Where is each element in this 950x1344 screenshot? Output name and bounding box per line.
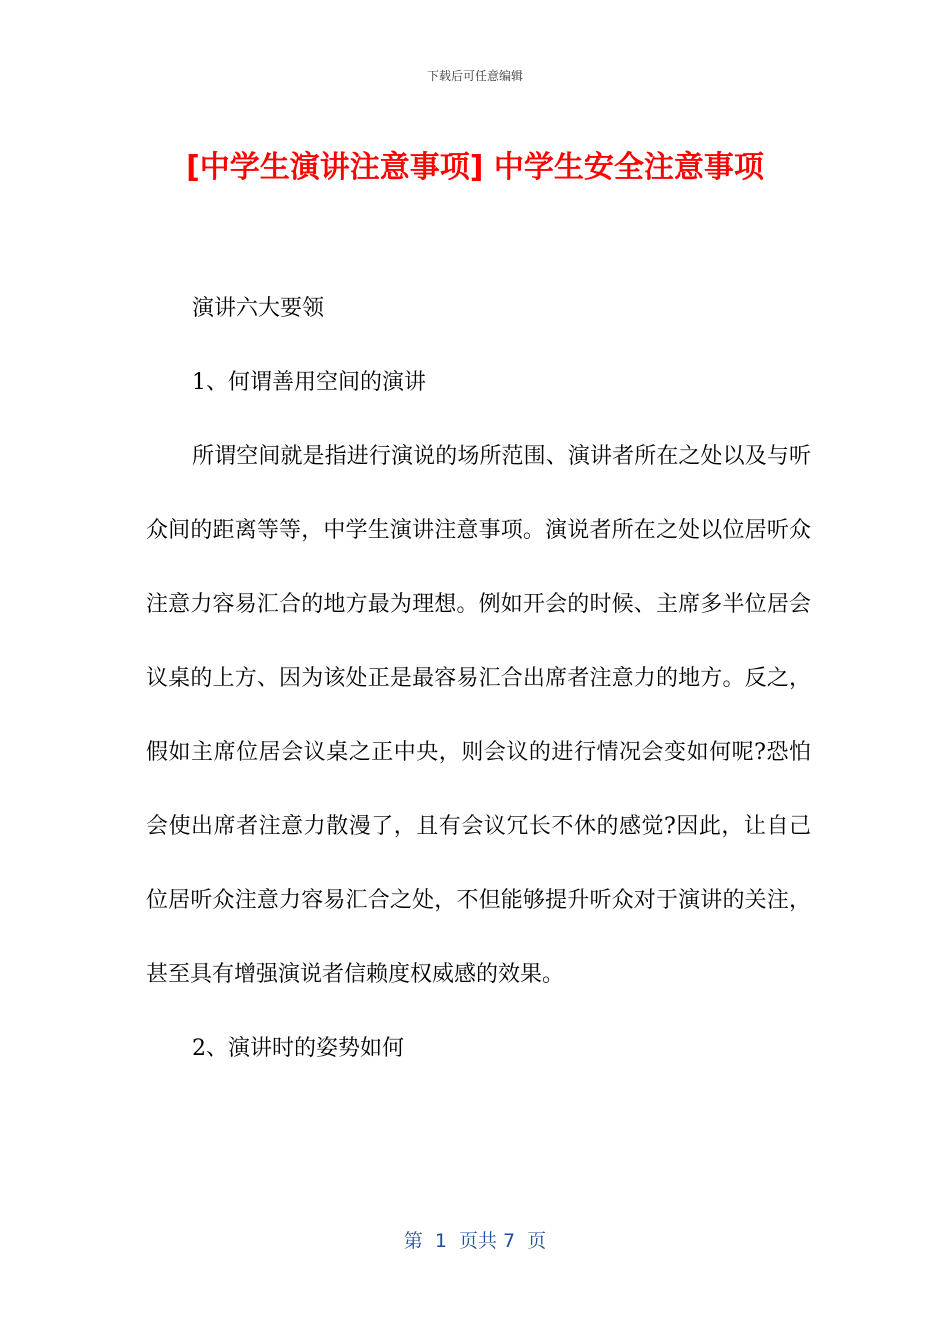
document-title: [中学生演讲注意事项] 中学生安全注意事项	[186, 150, 764, 185]
document-body	[146, 272, 811, 1086]
body-paragraph: 所谓空间就是指进行演说的场所范围、演讲者所在之处以及与听众间的距离等等，中学生演讲注意事项。演说者所在之处以位居听众注意力容易汇合的地方最为理想。例如开会的时候、主席多半位居会议桌的上方、因为该处正是最容易汇合出席者注意力的地方。反之，假如主席位居会议桌之正中央，则会议的进行情况会变如何呢?恐怕会使出席者注意力散漫了，且有会议冗长不休的感觉?因此，让自己位居听众注意力容易汇合之处，不但能够提升听众对于演讲的关注，甚至具有增强演说者信赖度权威感的效果。	[146, 444, 811, 987]
subsection-heading-2: 2、演讲时的姿势如何	[192, 1036, 404, 1061]
page-number-footer: 第 1 页共 7 页	[403, 1230, 547, 1252]
header-note: 下载后可任意编辑	[426, 69, 523, 83]
section-heading: 演讲六大要领	[192, 296, 325, 321]
subsection-heading-1: 1、何谓善用空间的演讲	[192, 370, 426, 395]
